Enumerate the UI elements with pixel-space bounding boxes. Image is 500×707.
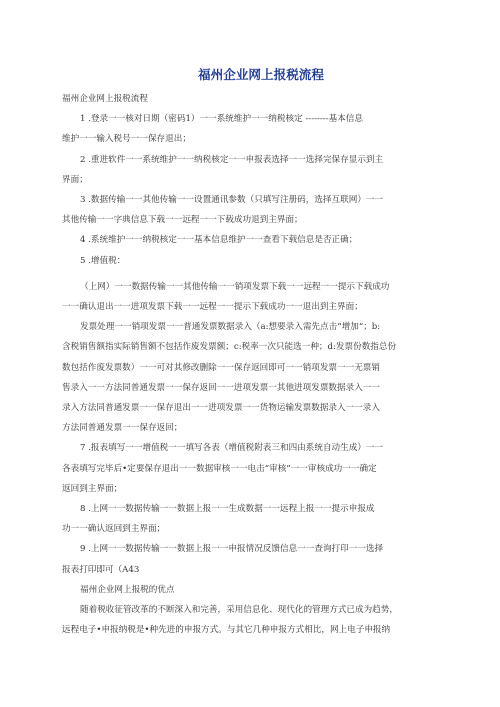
text-line: 1 .登录一一核对日期（密码1）一一系统维护一一纳税核定 --------基本信息: [80, 114, 363, 125]
text-line: 录入方法同普通发票一一保存退出一一进项发票一一货物运输发票数据录入一一录入: [62, 403, 380, 414]
text-line: 界面；: [62, 174, 88, 185]
text-line: 随着税收征管改革的不断深入和完善，采用信息化、现代化的管理方式已成为趋势，: [80, 605, 398, 616]
text-line: 其他传输一一字典信息下载一一远程一一下载成功退到主界面；: [62, 215, 303, 226]
text-line: 福州企业网上报税的优点: [80, 584, 175, 595]
text-line: 含税销售额指实际销售额不包括作废发票额；c:税率一次只能选一种；d:发票份数指总份: [62, 342, 397, 353]
text-line: 一一确认退出一一进项发票下载一一远程一一提示下载成功一一退出到主界面；: [62, 302, 363, 313]
text-line: 功一一确认返回到主界面；: [62, 524, 166, 535]
text-line: 方法同普通发票一一保存返回；: [62, 423, 183, 434]
text-line: 远程电子•申报纳税是•种先进的申报方式。与其它几种申报方式相比，网上电子申报纳: [62, 625, 391, 636]
text-line: 4 .系统维护一一纳税核定一一基本信息维护一一查看下载信息是否正确；: [80, 235, 358, 246]
text-line: 数包括作废发票数）一一可对其修改删除一一保存返回即可一一销项发票一一无票销: [62, 362, 380, 373]
text-line: 9 .上网一一数据传输一一数据上报一一申报情况反馈信息一一查询打印一一选择: [80, 544, 384, 555]
text-line: 5 .增值税：: [80, 255, 126, 266]
text-line: 7 .报表填写一一增值税一一填写各表（增值税附表三和四由系统自动生成）一一: [80, 443, 384, 454]
text-line: 3 .数据传输一一其他传输一一设置通讯参数（只填写注册码，选择互联网）一一: [80, 195, 384, 206]
text-line: 2 .重进软件一一系统维护一一纳税核定一一申报表选择一一选择完保存显示到主: [80, 154, 384, 165]
document-title: 福州企业网上报税流程: [198, 67, 324, 82]
text-line: 8 .上网一一数据传输一一数据上报一一生成数据一一远程上报一一提示申报成: [80, 504, 375, 515]
text-line: 各表填写完毕后•定要保存退出一一数据审核一一电击“审核”一一审核成功一一确定: [62, 463, 377, 474]
text-line: 福州企业网上报税流程: [62, 94, 148, 104]
text-line: 发票处理一一销项发票一一普通发票数据录入（a:想要录入需先点击“增加“；b:: [80, 322, 381, 333]
text-line: （上网）一一数据传输一一其他传输一一销项发票下载一一远程一一提示下载成功: [80, 281, 390, 292]
text-line: 维护一一输入税号一一保存退出；: [62, 134, 191, 145]
text-line: 报表打印即可（A43: [62, 564, 140, 575]
text-line: 售录入一一方法同普通发票一一保存返回一一进项发票一其他进项发票数据录入一一: [62, 382, 380, 393]
document-body: [62, 89, 456, 640]
text-line: 返回到主界面；: [62, 483, 123, 494]
